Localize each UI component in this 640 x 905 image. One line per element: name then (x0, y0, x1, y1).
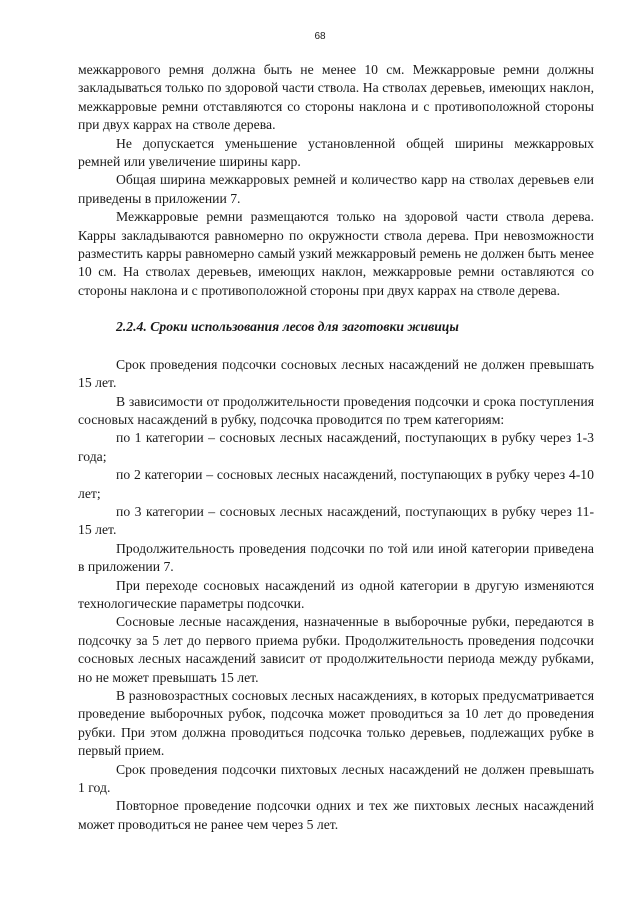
paragraph: Не допускается уменьшение установленной общей ширины межкарровых ремней или увеличение ширины карр. (78, 135, 594, 170)
section-heading: 2.2.4. Сроки использования лесов для заготовки живицы (116, 319, 459, 335)
paragraph: Повторное проведение подсочки одних и тех же пихтовых лесных насаждений может проводиться не ранее чем через 5 лет. (78, 798, 594, 832)
paragraph: Сосновые лесные насаждения, назначенные в выборочные рубки, передаются в подсочку за 5 лет до первого приема рубки. Продолжительность проведения подсочки сосновых лесных насаждений зависит от продолжительности периода между рубками, но не может превышать 15 лет. (78, 614, 594, 685)
paragraph: Срок проведения подсочки сосновых лесных насаждений не должен превышать 15 лет. (78, 356, 594, 391)
category-item: по 2 категории – сосновых лесных насаждений, поступающих в рубку через 4-10 лет; (78, 467, 594, 501)
page-number: 68 (314, 31, 326, 42)
category-item: по 1 категории – сосновых лесных насаждений, поступающих в рубку через 1-3 года; (78, 430, 594, 464)
document-body (78, 61, 594, 834)
paragraph: межкаррового ремня должна быть не менее 10 см. Межкарровые ремни должны закладываться только по здоровой части ствола. На стволах деревьев, имеющих наклон, межкарровые ремни отставляются со стороны наклона и с противоположной стороны при двух каррах на стволе дерева. (78, 62, 594, 133)
paragraph: Продолжительность проведения подсочки по той или иной категории приведена в приложении 7. (78, 540, 594, 575)
paragraph: В зависимости от продолжительности проведения подсочки и срока поступления сосновых насаждений в рубку, подсочка проводится по трем категориям: (78, 393, 594, 427)
paragraph: При переходе сосновых насаждений из одной категории в другую изменяются технологические параметры подсочки. (78, 577, 594, 611)
paragraph: В разновозрастных сосновых лесных насаждениях, в которых предусматривается проведение выборочных рубок, подсочка может проводиться за 10 лет до проведения рубки. При этом должна проводиться подсочка только деревьев, подлежащих рубке в первый прием. (78, 688, 594, 759)
category-item: по 3 категории – сосновых лесных насаждений, поступающих в рубку через 11-15 лет. (78, 503, 594, 538)
paragraph: Срок проведения подсочки пихтовых лесных насаждений не должен превышать 1 год. (78, 761, 594, 796)
paragraph: Межкарровые ремни размещаются только на здоровой части ствола дерева. Карры закладываются равномерно по окружности ствола дерева. При невозможности разместить карры равномерно самый узкий межкарровый ремень не должен быть менее 10 см. На стволах деревьев, имеющих наклон, межкарровые ремни оставляются со стороны наклона и с противоположной стороны при двух каррах на стволе дерева. (78, 209, 594, 298)
paragraph: Общая ширина межкарровых ремней и количество карр на стволах деревьев ели приведены в приложении 7. (78, 172, 594, 206)
